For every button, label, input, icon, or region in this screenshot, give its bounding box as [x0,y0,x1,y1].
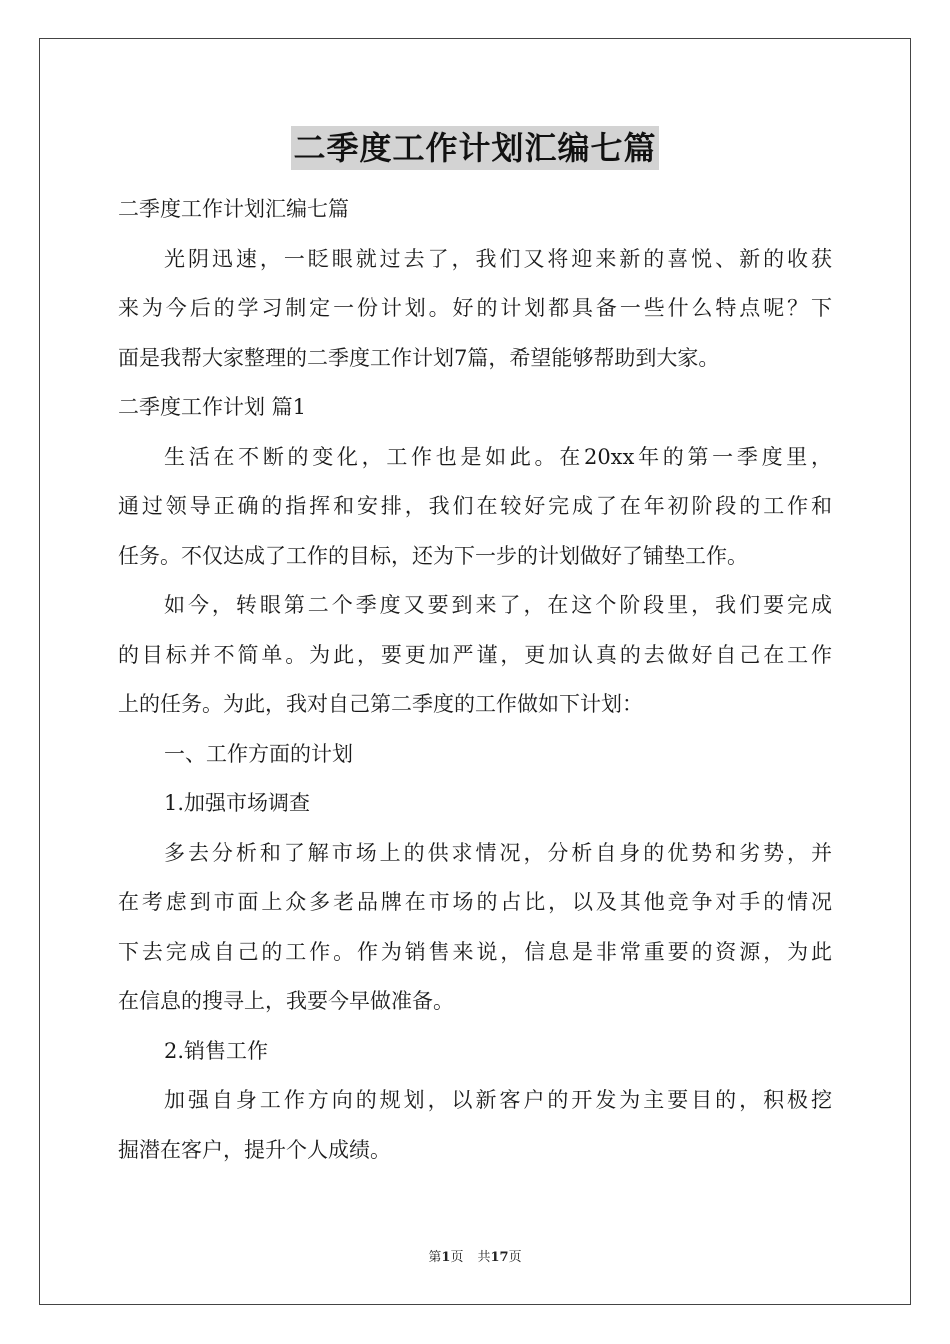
text-line: 二季度工作计划 篇1 [118,395,307,419]
footer-page-suffix: 页 [450,1250,464,1265]
text-line: 上的任务。为此，我对自己第二季度的工作做如下计划： [118,692,643,716]
document-title: 二季度工作计划汇编七篇 [291,126,658,170]
text-line: 通过领导正确的指挥和安排，我们在较好完成了在年初阶段的工作和 [118,494,832,518]
page-footer [0,1246,950,1265]
text-line: 在考虑到市面上众多老品牌在市场的占比，以及其他竞争对手的情况 [118,890,832,914]
text-line: 如今，转眼第二个季度又要到来了，在这个阶段里，我们要完成 [164,593,832,617]
text-line: 来为今后的学习制定一份计划。好的计划都具备一些什么特点呢？下 [118,296,832,320]
text-line: 加强自身工作方向的规划，以新客户的开发为主要目的，积极挖 [164,1088,832,1112]
text-line: 掘潜在客户，提升个人成绩。 [118,1137,391,1162]
text-line: 2.销售工作 [164,1038,269,1063]
text-line: 二季度工作计划汇编七篇 [118,197,349,221]
text-line: 1.加强市场调查 [164,791,311,815]
text-line: 在信息的搜寻上，我要今早做准备。 [118,989,454,1013]
footer-total-suffix: 页 [508,1250,522,1265]
text-line: 生活在不断的变化，工作也是如此。在20xx年的第一季度里， [164,444,832,469]
title-container [0,126,950,170]
document-body [118,185,832,1175]
footer-total-pages: 17 [490,1250,509,1265]
footer-total-prefix: 共 [477,1250,491,1265]
text-line: 下去完成自己的工作。作为销售来说，信息是非常重要的资源，为此 [118,939,832,964]
text-line: 光阴迅速，一眨眼就过去了，我们又将迎来新的喜悦、新的收获 [164,246,832,271]
text-line: 多去分析和了解市场上的供求情况，分析自身的优势和劣势，并 [164,840,832,865]
text-line: 面是我帮大家整理的二季度工作计划7篇，希望能够帮助到大家。 [118,345,720,370]
footer-page-prefix: 第 [428,1250,442,1265]
text-line: 任务。不仅达成了工作的目标，还为下一步的计划做好了铺垫工作。 [118,543,748,568]
text-line: 一、工作方面的计划 [164,741,353,766]
footer-page-number: 1 [441,1250,451,1265]
text-line: 的目标并不简单。为此，要更加严谨，更加认真的去做好自己在工作 [118,642,832,667]
